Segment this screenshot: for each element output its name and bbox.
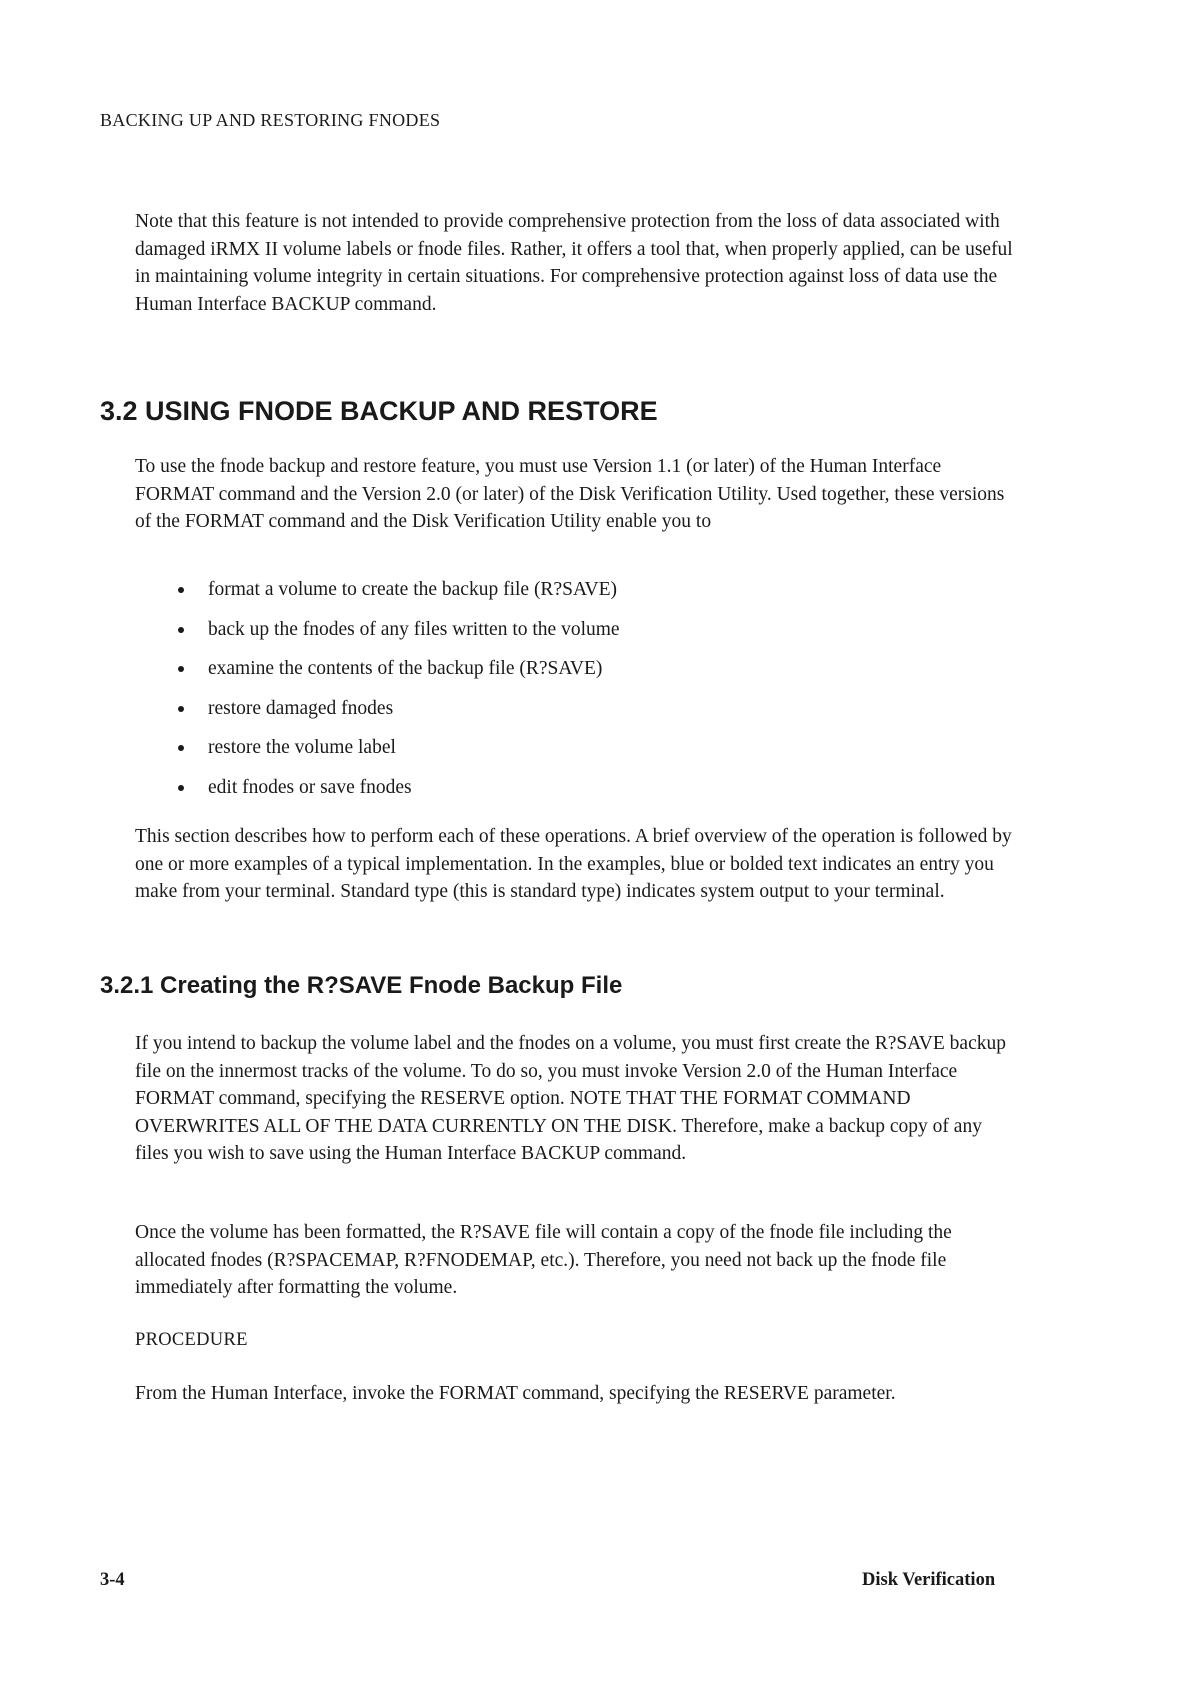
bullet-icon <box>178 587 184 593</box>
page-number: 3-4 <box>100 1570 125 1590</box>
list-item: back up the fnodes of any files written to the volume <box>178 618 620 658</box>
section-3-2-1-paragraph-2: Once the volume has been formatted, the R?SAVE file will contain a copy of the fnode file including the allocated fnodes (R?SPACEMAP, R?FNODEMAP, etc.). Therefore, you need not back up the fnode file immediately after formatting the volume. <box>135 1222 952 1298</box>
section-3-2-overview-paragraph: This section describes how to perform each of these operations. A brief overview of the operation is followed by one or more examples of a typical implementation. In the examples, blue or bolded text indicates an entry you make from your terminal. Standard type (this is standard type) indicates system output to your terminal. <box>135 826 1012 902</box>
bullet-icon <box>178 745 184 751</box>
chapter-title: Disk Verification <box>862 1570 996 1590</box>
procedure-label: PROCEDURE <box>135 1330 248 1350</box>
list-item: format a volume to create the backup file (R?SAVE) <box>178 578 620 618</box>
list-item: examine the contents of the backup file (R?SAVE) <box>178 657 620 697</box>
intro-paragraph: Note that this feature is not intended to provide comprehensive protection from the loss of data associated with damaged iRMX II volume labels or fnode files. Rather, it offers a tool that, when properly applied, can be useful in maintaining volume integrity in certain situations. For comprehensive protection against loss of data use the Human Interface BACKUP command. <box>135 211 1013 315</box>
list-item: restore damaged fnodes <box>178 697 620 737</box>
section-heading-3-2-1: 3.2.1 Creating the R?SAVE Fnode Backup File <box>100 972 623 999</box>
bullet-icon <box>178 666 184 672</box>
bullet-icon <box>178 785 184 791</box>
section-3-2-1-paragraph-1: If you intend to backup the volume label and the fnodes on a volume, you must first create the R?SAVE backup file on the innermost tracks of the volume. To do so, you must invoke Version 2.0 of the Human Interface FORMAT command, specifying the RESERVE option. NOTE THAT THE FORMAT COMMAND OVERWRITES ALL OF THE DATA CURRENTLY ON THE DISK. Therefore, make a backup copy of any files you wish to save using the Human Interface BACKUP command. <box>135 1033 1006 1164</box>
procedure-text: From the Human Interface, invoke the FORMAT command, specifying the RESERVE parameter. <box>135 1383 896 1404</box>
operations-list <box>178 578 620 815</box>
section-heading-3-2: 3.2 USING FNODE BACKUP AND RESTORE <box>100 396 658 426</box>
section-3-2-paragraph: To use the fnode backup and restore feature, you must use Version 1.1 (or later) of the Human Interface FORMAT command and the Version 2.0 (or later) of the Disk Verification Utility. Used together, these versions of the FORMAT command and the Disk Verification Utility enable you to <box>135 456 1005 532</box>
list-item: edit fnodes or save fnodes <box>178 776 620 816</box>
running-header: BACKING UP AND RESTORING FNODES <box>100 110 441 130</box>
bullet-icon <box>178 627 184 633</box>
bullet-icon <box>178 706 184 712</box>
list-item: restore the volume label <box>178 736 620 776</box>
